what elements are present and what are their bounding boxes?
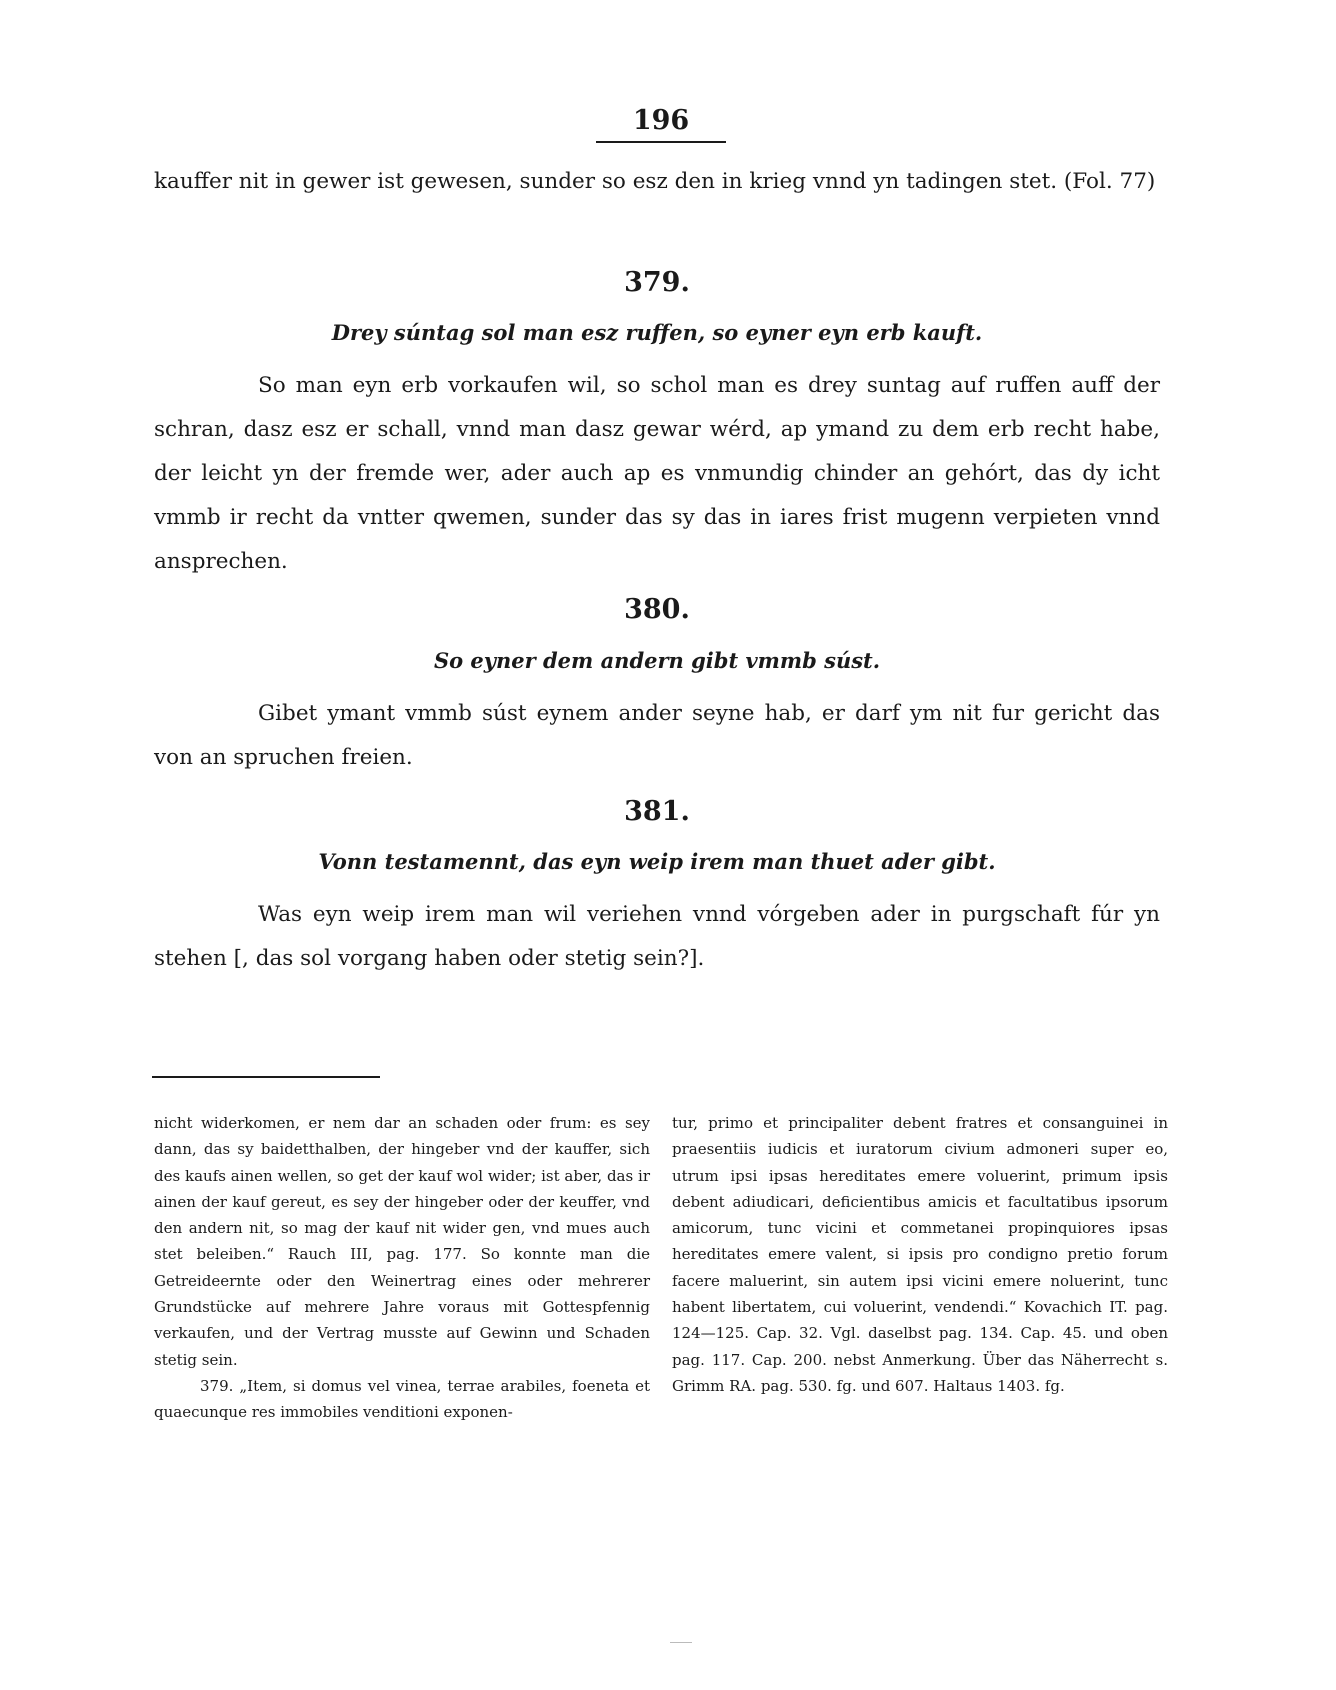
continuation-text: kauffer nit in gewer ist gewesen, sunder so esz den in krieg vnnd yn tadingen stet. (Fol. 77): [154, 169, 1156, 194]
section-title-379: Drey súntag sol man esz ruffen, so eyner eyn erb kauft.: [331, 320, 983, 345]
section-title-381: Vonn testamennt, das eyn weip irem man thuet ader gibt.: [318, 849, 996, 874]
section-text-380: Gibet ymant vmmb súst eynem ander seyne hab, er darf ym nit fur gericht das von an spruchen freien.: [154, 701, 1160, 770]
section-text-379: So man eyn erb vorkaufen wil, so schol man es drey suntag auf ruffen auff der schran, dasz esz er schall, vnnd man dasz gewar wérd, ap ymand zu dem erb recht habe, der leicht yn der fremde wer, ader auch ap es vnmundig chinder an gehórt, das dy icht vmmb ir recht da vntter qwemen, sunder das sy das in iares frist mugenn verpieten vnnd ansprechen.: [154, 373, 1160, 574]
bottom-mark: [670, 1642, 692, 1643]
footnote-left-paragraph-2: 379. „Item, si domus vel vinea, terrae arabiles, foeneta et quaecunque res immobiles venditioni exponen-: [154, 1376, 650, 1422]
footnote-rule: [152, 1076, 380, 1078]
page-number-rule: [596, 141, 726, 143]
section-number-381: 381.: [624, 796, 690, 827]
section-title-380: So eyner dem andern gibt vmmb súst.: [433, 648, 881, 673]
footnote-right-column: [672, 1110, 1168, 1399]
section-number-380: 380.: [624, 594, 690, 625]
section-number-379: 379.: [624, 267, 690, 298]
footnote-left-column: [154, 1110, 650, 1426]
footnote-left-paragraph-1: nicht widerkomen, er nem dar an schaden oder frum: es sey dann, das sy baidetthalben, der hingeber vnd der kauffer, sich des kaufs ainen wellen, so get der kauf wol wider; ist aber, das ir ainen der kauf gereut, es sey der hingeber oder der keuffer, vnd den andern nit, so mag der kauf nit wider gen, vnd mues auch stet beleiben.“ Rauch III, pag. 177. So konnte man die Getreideernte oder den Weinertrag eines oder mehrerer Grundstücke auf mehrere Jahre voraus mit Gottespfennig verkaufen, und der Vertrag musste auf Gewinn und Schaden stetig sein.: [154, 1114, 650, 1369]
footnote-right-paragraph: tur, primo et principaliter debent fratres et consanguinei in praesentiis iudicis et iuratorum civium admoneri super eo, utrum ipsi ipsas hereditates emere voluerint, primum ipsis debent adiudicari, deficientibus amicis et facultatibus ipsorum amicorum, tunc vicini et commetanei propinquiores ipsas hereditates emere valent, si ipsis pro condigno pretio forum facere maluerint, sin autem ipsi vicini emere noluerint, tunc habent libertatem, cui voluerint, vendendi.“ Kovachich IT. pag. 124—125. Cap. 32. Vgl. daselbst pag. 134. Cap. 45. und oben pag. 117. Cap. 200. nebst Anmerkung. Über das Näherrecht s. Grimm RA. pag. 530. fg. und 607. Haltaus 1403. fg.: [672, 1114, 1168, 1395]
page-number: 196: [632, 105, 690, 136]
section-text-381: Was eyn weip irem man wil veriehen vnnd vórgeben ader in purgschaft fúr yn stehen [, das sol vorgang haben oder stetig sein?].: [154, 902, 1160, 971]
